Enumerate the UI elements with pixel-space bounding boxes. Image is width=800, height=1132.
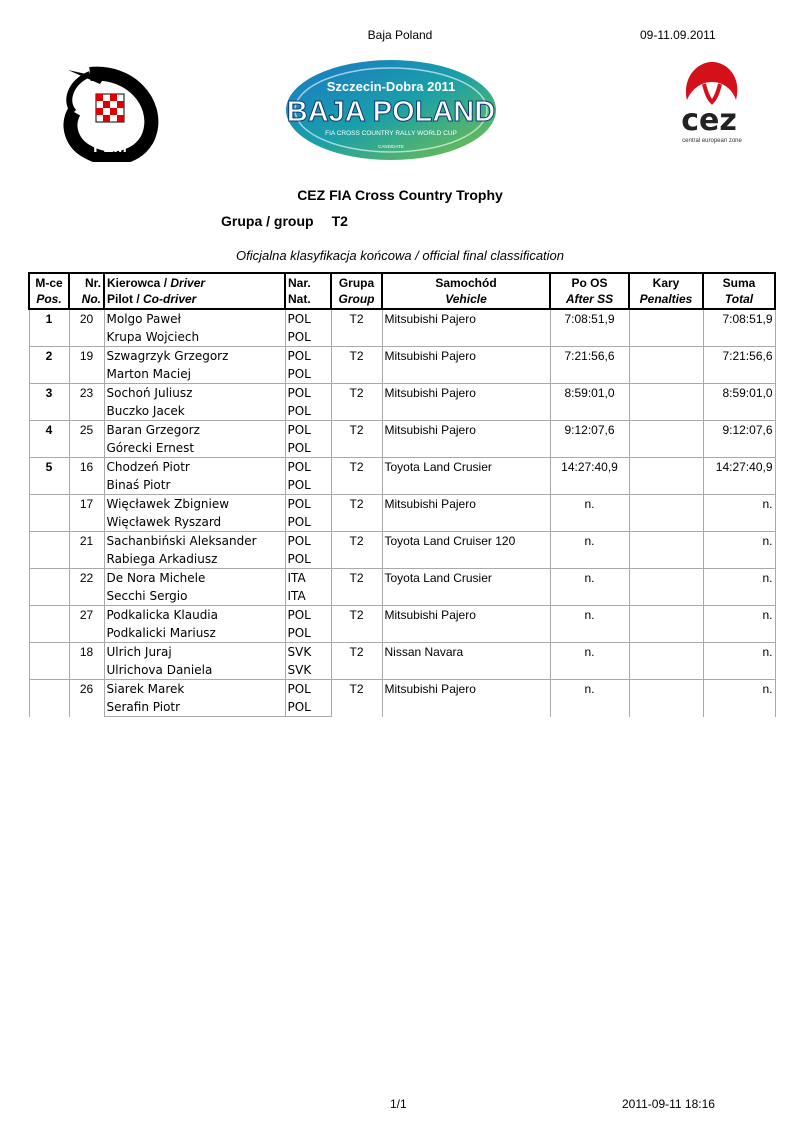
cez-logo-tagline: central european zone xyxy=(682,138,742,144)
cell-nr: 26 xyxy=(69,680,104,717)
cell-total: 9:12:07,6 xyxy=(703,421,775,458)
cell-penalties xyxy=(629,421,703,458)
cell-nr: 21 xyxy=(69,532,104,569)
cell-total: n. xyxy=(703,680,775,717)
cell-total: n. xyxy=(703,606,775,643)
col-group: Grupa Group xyxy=(331,273,382,309)
event-name: Baja Poland xyxy=(367,28,433,42)
cell-codriver-nat: SVK xyxy=(285,661,331,680)
baja-logo-line2: BAJA POLAND xyxy=(286,96,496,128)
cell-total: n. xyxy=(703,569,775,606)
cell-driver: Chodzeń Piotr xyxy=(104,458,285,477)
cell-group: T2 xyxy=(331,643,382,680)
table-row xyxy=(29,569,775,588)
cell-group: T2 xyxy=(331,309,382,347)
cell-pos xyxy=(29,569,69,606)
cell-vehicle: Toyota Land Cruiser 120 xyxy=(382,532,550,569)
cell-codriver: Więcławek Ryszard xyxy=(104,513,285,532)
cell-penalties xyxy=(629,347,703,384)
cell-codriver: Górecki Ernest xyxy=(104,439,285,458)
cell-driver: Szwagrzyk Grzegorz xyxy=(104,347,285,366)
cell-after-ss: n. xyxy=(550,606,629,643)
cell-driver-nat: ITA xyxy=(285,569,331,588)
baja-logo-line3: FIA CROSS COUNTRY RALLY WORLD CUP xyxy=(325,130,457,137)
cell-driver-nat: POL xyxy=(285,384,331,403)
cez-logo-text: cez xyxy=(681,103,737,138)
cell-codriver: Buczko Jacek xyxy=(104,402,285,421)
cell-driver: Sochoń Juliusz xyxy=(104,384,285,403)
col-driver: Kierowca / Driver Pilot / Co-driver xyxy=(104,273,285,309)
cell-nr: 22 xyxy=(69,569,104,606)
cell-vehicle: Toyota Land Crusier xyxy=(382,458,550,495)
baja-logo-line1: Szczecin-Dobra 2011 xyxy=(326,79,456,94)
cell-after-ss: n. xyxy=(550,680,629,717)
baja-logo-line4: CANDIDATE xyxy=(378,144,404,149)
cell-codriver-nat: POL xyxy=(285,513,331,532)
col-nat: Nar. Nat. xyxy=(285,273,331,309)
cell-driver: Ulrich Juraj xyxy=(104,643,285,662)
table-row xyxy=(29,347,775,366)
cell-codriver-nat: POL xyxy=(285,328,331,347)
cell-pos: 5 xyxy=(29,458,69,495)
cell-codriver: Krupa Wojciech xyxy=(104,328,285,347)
group-label: Grupa / group xyxy=(221,213,314,229)
table-row xyxy=(29,643,775,662)
cell-nr: 19 xyxy=(69,347,104,384)
cell-after-ss: n. xyxy=(550,643,629,680)
cell-driver-nat: POL xyxy=(285,421,331,440)
cell-pos: 3 xyxy=(29,384,69,421)
cell-total: n. xyxy=(703,532,775,569)
cell-pos xyxy=(29,643,69,680)
results-table xyxy=(28,272,776,717)
event-dates: 09-11.09.2011 xyxy=(640,28,716,42)
group-value: T2 xyxy=(331,213,348,229)
cell-codriver-nat: ITA xyxy=(285,587,331,606)
pzm-logo-text: PZM xyxy=(93,139,127,156)
cell-penalties xyxy=(629,680,703,717)
cell-vehicle: Mitsubishi Pajero xyxy=(382,347,550,384)
cell-codriver-nat: POL xyxy=(285,698,331,717)
cell-nr: 20 xyxy=(69,309,104,347)
table-row xyxy=(29,495,775,514)
cell-after-ss: 7:21:56,6 xyxy=(550,347,629,384)
col-vehicle: Samochód Vehicle xyxy=(382,273,550,309)
col-total: Suma Total xyxy=(703,273,775,309)
col-pos: M-ce Pos. xyxy=(29,273,69,309)
col-after-ss: Po OS After SS xyxy=(550,273,629,309)
cell-total: 7:08:51,9 xyxy=(703,309,775,347)
cell-penalties xyxy=(629,384,703,421)
cell-codriver: Secchi Sergio xyxy=(104,587,285,606)
cell-pos xyxy=(29,680,69,717)
cell-total: n. xyxy=(703,495,775,532)
cell-codriver: Podkalicki Mariusz xyxy=(104,624,285,643)
cell-vehicle: Nissan Navara xyxy=(382,643,550,680)
cell-driver: Baran Grzegorz xyxy=(104,421,285,440)
baja-poland-logo xyxy=(284,58,498,162)
cell-penalties xyxy=(629,606,703,643)
cell-nr: 25 xyxy=(69,421,104,458)
cell-penalties xyxy=(629,532,703,569)
cell-total: n. xyxy=(703,643,775,680)
cell-vehicle: Mitsubishi Pajero xyxy=(382,309,550,347)
cell-vehicle: Mitsubishi Pajero xyxy=(382,680,550,717)
cell-driver: De Nora Michele xyxy=(104,569,285,588)
print-timestamp: 2011-09-11 18:16 xyxy=(622,1097,715,1111)
cell-codriver-nat: POL xyxy=(285,476,331,495)
cell-after-ss: n. xyxy=(550,532,629,569)
cell-penalties xyxy=(629,309,703,347)
cell-driver-nat: POL xyxy=(285,309,331,328)
col-penalties: Kary Penalties xyxy=(629,273,703,309)
cell-vehicle: Mitsubishi Pajero xyxy=(382,421,550,458)
cell-codriver: Marton Maciej xyxy=(104,365,285,384)
cell-pos xyxy=(29,606,69,643)
table-row xyxy=(29,384,775,403)
cell-penalties xyxy=(629,458,703,495)
col-nr: Nr. No. xyxy=(69,273,104,309)
cell-pos xyxy=(29,532,69,569)
cell-group: T2 xyxy=(331,532,382,569)
cell-after-ss: 7:08:51,9 xyxy=(550,309,629,347)
cell-after-ss: n. xyxy=(550,569,629,606)
table-row xyxy=(29,458,775,477)
cell-penalties xyxy=(629,569,703,606)
cell-codriver: Ulrichova Daniela xyxy=(104,661,285,680)
cell-group: T2 xyxy=(331,347,382,384)
cell-after-ss: 8:59:01,0 xyxy=(550,384,629,421)
cell-driver-nat: POL xyxy=(285,495,331,514)
cell-pos: 4 xyxy=(29,421,69,458)
cell-driver-nat: POL xyxy=(285,532,331,551)
cez-logo xyxy=(652,58,767,148)
cell-total: 8:59:01,0 xyxy=(703,384,775,421)
cell-penalties xyxy=(629,495,703,532)
cell-codriver-nat: POL xyxy=(285,439,331,458)
cell-driver-nat: POL xyxy=(285,606,331,625)
cell-vehicle: Mitsubishi Pajero xyxy=(382,606,550,643)
cell-after-ss: 9:12:07,6 xyxy=(550,421,629,458)
pzm-logo xyxy=(60,62,160,162)
cell-group: T2 xyxy=(331,569,382,606)
cell-nr: 27 xyxy=(69,606,104,643)
table-row xyxy=(29,309,775,328)
cell-driver-nat: SVK xyxy=(285,643,331,662)
cell-codriver: Binaś Piotr xyxy=(104,476,285,495)
cell-vehicle: Mitsubishi Pajero xyxy=(382,384,550,421)
cell-nr: 16 xyxy=(69,458,104,495)
cell-driver-nat: POL xyxy=(285,680,331,699)
cell-vehicle: Toyota Land Crusier xyxy=(382,569,550,606)
cell-nr: 17 xyxy=(69,495,104,532)
classification-subtitle: Oficjalna klasyfikacja końcowa / official final classification xyxy=(235,248,565,263)
cell-driver: Więcławek Zbigniew xyxy=(104,495,285,514)
cell-penalties xyxy=(629,643,703,680)
cell-total: 7:21:56,6 xyxy=(703,347,775,384)
cell-driver-nat: POL xyxy=(285,458,331,477)
cell-pos: 2 xyxy=(29,347,69,384)
cell-codriver-nat: POL xyxy=(285,365,331,384)
cell-codriver: Serafin Piotr xyxy=(104,698,285,717)
table-row xyxy=(29,606,775,625)
cell-driver: Molgo Paweł xyxy=(104,309,285,328)
page-title: CEZ FIA Cross Country Trophy xyxy=(297,187,503,203)
table-header-row xyxy=(29,273,775,309)
cell-pos: 1 xyxy=(29,309,69,347)
cell-nr: 23 xyxy=(69,384,104,421)
cell-group: T2 xyxy=(331,384,382,421)
cell-group: T2 xyxy=(331,495,382,532)
cell-codriver-nat: POL xyxy=(285,402,331,421)
cell-driver: Siarek Marek xyxy=(104,680,285,699)
table-row xyxy=(29,421,775,440)
cell-group: T2 xyxy=(331,606,382,643)
cell-driver: Sachanbiński Aleksander xyxy=(104,532,285,551)
table-row xyxy=(29,680,775,699)
table-row xyxy=(29,532,775,551)
cell-driver-nat: POL xyxy=(285,347,331,366)
cell-after-ss: n. xyxy=(550,495,629,532)
cell-group: T2 xyxy=(331,421,382,458)
cell-codriver: Rabiega Arkadiusz xyxy=(104,550,285,569)
cell-nr: 18 xyxy=(69,643,104,680)
cell-group: T2 xyxy=(331,458,382,495)
cell-driver: Podkalicka Klaudia xyxy=(104,606,285,625)
cell-vehicle: Mitsubishi Pajero xyxy=(382,495,550,532)
cell-total: 14:27:40,9 xyxy=(703,458,775,495)
cell-codriver-nat: POL xyxy=(285,624,331,643)
page-number: 1/1 xyxy=(390,1097,407,1111)
cell-pos xyxy=(29,495,69,532)
cell-codriver-nat: POL xyxy=(285,550,331,569)
group-line xyxy=(221,213,348,229)
cell-group: T2 xyxy=(331,680,382,717)
cell-after-ss: 14:27:40,9 xyxy=(550,458,629,495)
